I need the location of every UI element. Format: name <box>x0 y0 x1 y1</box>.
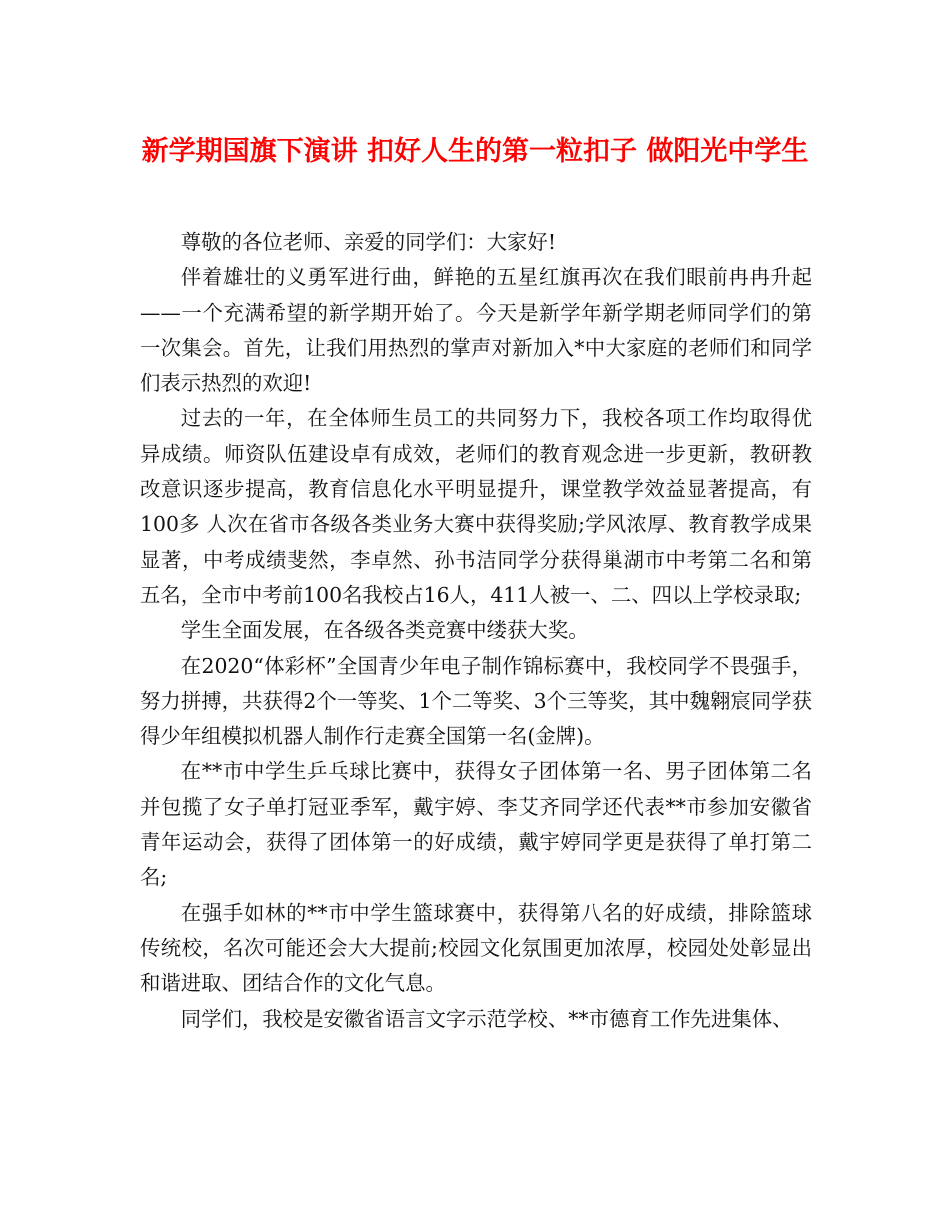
paragraph-achievements: 过去的一年，在全体师生员工的共同努力下，我校各项工作均取得优异成绩。师资队伍建设卓有成效，老师们的教育观念进一步更新，教研教改意识逐步提高，教育信息化水平明显提升，课堂教学效益显著提高，有 100多 人次在省市各级各类业务大赛中获得奖励;学风浓厚、教育教学成果显著，中考成绩斐然，李卓然、孙书洁同学分获得巢湖市中考第二名和第五名，全市中考前100名我校占16人，411人被一、二、四以上学校录取; <box>140 406 812 607</box>
paragraph-school-honors: 同学们，我校是安徽省语言文字示范学校、**市德育工作先进集体、 <box>180 1006 793 1031</box>
paragraph-opening: 伴着雄壮的义勇军进行曲，鲜艳的五星红旗再次在我们眼前冉冉升起——一个充满希望的新学期开始了。今天是新学年新学期老师同学们的第一次集会。首先，让我们用热烈的掌声对新加入*中大家庭的老师们和同学们表示热烈的欢迎! <box>140 265 812 396</box>
paragraph-greeting: 尊敬的各位老师、亲爱的同学们：大家好! <box>180 230 557 254</box>
paragraph-table-tennis: 在**市中学生乒乓球比赛中，获得女子团体第一名、男子团体第二名并包揽了女子单打冠亚季军，戴宇婷、李艾齐同学还代表**市参加安徽省青年运动会，获得了团体第一的好成绩，戴宇婷同学更是获得了单打第二名; <box>140 759 812 890</box>
document-title: 新学期国旗下演讲 扣好人生的第一粒扣子 做阳光中学生 <box>141 136 809 167</box>
paragraph-electronics-contest: 在2020“体彩杯”全国青少年电子制作锦标赛中，我校同学不畏强手，努力拼搏，共获得2个一等奖、1个二等奖、3个三等奖，其中魏翱宸同学获得少年组模拟机器人制作行走赛全国第一名(金牌)。 <box>140 653 812 749</box>
paragraph-student-development: 学生全面发展，在各级各类竞赛中缕获大奖。 <box>180 618 589 643</box>
paragraph-basketball: 在强手如林的**市中学生篮球赛中，获得第八名的好成绩，排除篮球传统校，名次可能还会大大提前;校园文化氛围更加浓厚，校园处处彰显出和谐进取、团结合作的文化气息。 <box>140 900 812 996</box>
document-body <box>140 225 812 1037</box>
